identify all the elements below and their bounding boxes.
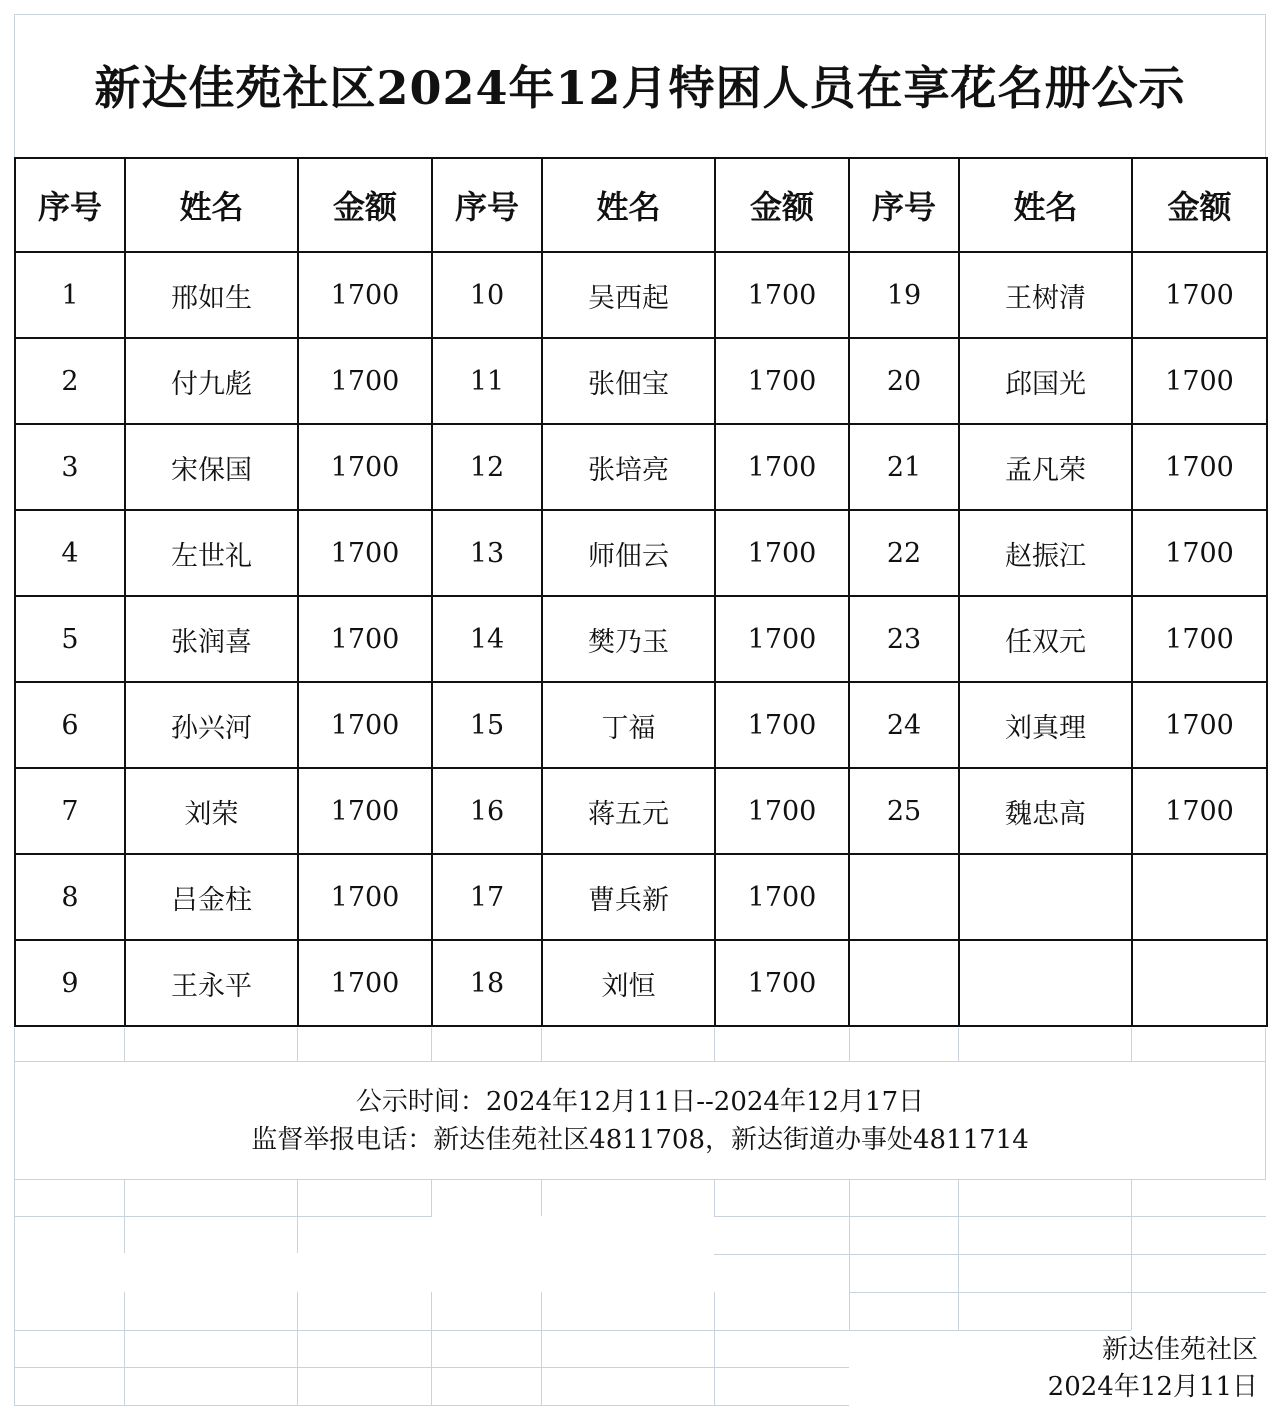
- cell-amount: 1700: [1132, 424, 1267, 510]
- cell-amount: 1700: [298, 338, 432, 424]
- cell-name: 张佃宝: [542, 338, 715, 424]
- notice-period: 公示时间：2024年12月11日--2024年12月17日: [355, 1087, 925, 1117]
- cell-amount: 1700: [1132, 682, 1267, 768]
- cell-amount: 1700: [715, 682, 849, 768]
- header-amount-3: 金额: [1132, 158, 1267, 252]
- cell-seq: 11: [432, 338, 542, 424]
- cell-amount: 1700: [298, 854, 432, 940]
- cell-amount: 1700: [1132, 768, 1267, 854]
- cell-name: 张润喜: [125, 596, 298, 682]
- cell-seq: 19: [849, 252, 959, 338]
- cell-name: 王永平: [125, 940, 298, 1026]
- cell-amount: 1700: [1132, 338, 1267, 424]
- table-row: [15, 768, 1267, 854]
- table-row: [15, 510, 1267, 596]
- table-row: [15, 596, 1267, 682]
- roster-table: [14, 157, 1268, 1027]
- cell-name: 刘荣: [125, 768, 298, 854]
- cell-amount: 1700: [298, 510, 432, 596]
- cell-amount: [1132, 854, 1267, 940]
- cell-name: [959, 854, 1132, 940]
- cell-seq: 17: [432, 854, 542, 940]
- cell-seq: 16: [432, 768, 542, 854]
- table-row: [15, 854, 1267, 940]
- cell-seq: 21: [849, 424, 959, 510]
- table-row: [15, 682, 1267, 768]
- page-title: 新达佳苑社区2024年12月特困人员在享花名册公示: [94, 61, 1186, 115]
- cell-amount: 1700: [1132, 596, 1267, 682]
- cell-amount: 1700: [715, 338, 849, 424]
- cell-amount: 1700: [715, 252, 849, 338]
- cell-name: 丁福: [542, 682, 715, 768]
- cell-name: 宋保国: [125, 424, 298, 510]
- cell-seq: 23: [849, 596, 959, 682]
- cell-seq: 5: [15, 596, 125, 682]
- cell-amount: 1700: [715, 596, 849, 682]
- cell-amount: 1700: [715, 854, 849, 940]
- notice-hotline: 监督举报电话：新达佳苑社区4811708，新达街道办事处4811714: [251, 1125, 1029, 1155]
- header-name-1: 姓名: [125, 158, 298, 252]
- cell-amount: 1700: [715, 768, 849, 854]
- cell-amount: 1700: [298, 424, 432, 510]
- cell-name: 孙兴河: [125, 682, 298, 768]
- cell-seq: [849, 940, 959, 1026]
- footer-organization: 新达佳苑社区: [1101, 1335, 1258, 1365]
- header-seq-1: 序号: [15, 158, 125, 252]
- cell-name: 左世礼: [125, 510, 298, 596]
- cell-amount: [1132, 940, 1267, 1026]
- cell-seq: 4: [15, 510, 125, 596]
- cell-amount: 1700: [298, 940, 432, 1026]
- table-row: [15, 424, 1267, 510]
- table-row: [15, 940, 1267, 1026]
- cell-name: [959, 940, 1132, 1026]
- cell-seq: 18: [432, 940, 542, 1026]
- cell-name: 曹兵新: [542, 854, 715, 940]
- cell-seq: 8: [15, 854, 125, 940]
- cell-seq: 22: [849, 510, 959, 596]
- cell-seq: 15: [432, 682, 542, 768]
- cell-name: 吕金柱: [125, 854, 298, 940]
- cell-name: 孟凡荣: [959, 424, 1132, 510]
- header-amount-2: 金额: [715, 158, 849, 252]
- cell-seq: 10: [432, 252, 542, 338]
- cell-name: 刘真理: [959, 682, 1132, 768]
- cell-seq: 24: [849, 682, 959, 768]
- cell-seq: 9: [15, 940, 125, 1026]
- cell-amount: 1700: [298, 768, 432, 854]
- cell-seq: 2: [15, 338, 125, 424]
- header-name-2: 姓名: [542, 158, 715, 252]
- cell-name: 付九彪: [125, 338, 298, 424]
- cell-seq: 3: [15, 424, 125, 510]
- cell-name: 刘恒: [542, 940, 715, 1026]
- cell-amount: 1700: [715, 940, 849, 1026]
- cell-amount: 1700: [715, 510, 849, 596]
- cell-name: 任双元: [959, 596, 1132, 682]
- cell-name: 魏忠高: [959, 768, 1132, 854]
- cell-name: 张培亮: [542, 424, 715, 510]
- cell-name: 樊乃玉: [542, 596, 715, 682]
- header-seq-3: 序号: [849, 158, 959, 252]
- cell-name: 蒋五元: [542, 768, 715, 854]
- cell-name: 师佃云: [542, 510, 715, 596]
- cell-seq: [849, 854, 959, 940]
- cell-amount: 1700: [715, 424, 849, 510]
- cell-seq: 12: [432, 424, 542, 510]
- cell-name: 吴西起: [542, 252, 715, 338]
- cell-seq: 13: [432, 510, 542, 596]
- header-seq-2: 序号: [432, 158, 542, 252]
- header-name-3: 姓名: [959, 158, 1132, 252]
- cell-name: 邱国光: [959, 338, 1132, 424]
- cell-amount: 1700: [298, 596, 432, 682]
- cell-amount: 1700: [298, 682, 432, 768]
- cell-name: 邢如生: [125, 252, 298, 338]
- header-row: [15, 158, 1267, 252]
- cell-amount: 1700: [1132, 510, 1267, 596]
- cell-name: 赵振江: [959, 510, 1132, 596]
- cell-seq: 6: [15, 682, 125, 768]
- cell-seq: 14: [432, 596, 542, 682]
- cell-amount: 1700: [1132, 252, 1267, 338]
- header-amount-1: 金额: [298, 158, 432, 252]
- table-row: [15, 252, 1267, 338]
- footer-date: 2024年12月11日: [1047, 1372, 1258, 1402]
- cell-seq: 25: [849, 768, 959, 854]
- cell-seq: 20: [849, 338, 959, 424]
- cell-name: 王树清: [959, 252, 1132, 338]
- cell-seq: 7: [15, 768, 125, 854]
- table-row: [15, 338, 1267, 424]
- cell-seq: 1: [15, 252, 125, 338]
- cell-amount: 1700: [298, 252, 432, 338]
